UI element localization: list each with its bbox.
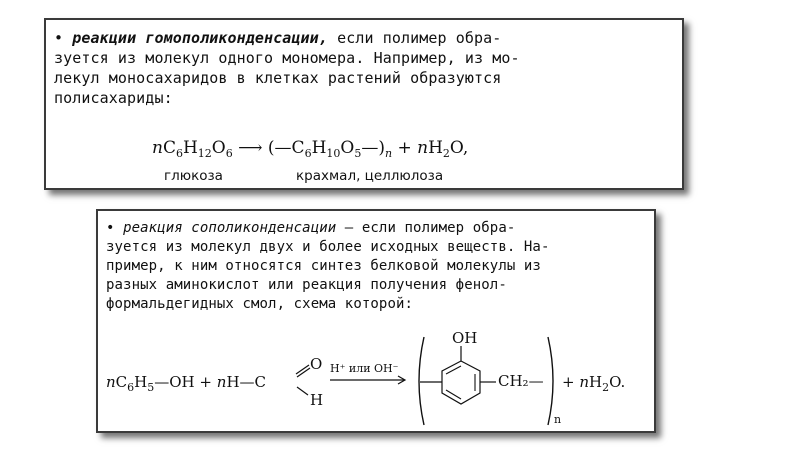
aldehyde-hc: H—C bbox=[226, 373, 267, 391]
sub: 5 bbox=[354, 147, 362, 160]
sub: 5 bbox=[147, 381, 155, 394]
aldehyde-hydrogen: H bbox=[310, 391, 324, 409]
water-product bbox=[562, 373, 626, 394]
sub: 6 bbox=[127, 381, 135, 394]
homopolycondensation-card bbox=[44, 18, 684, 190]
coef-n: n bbox=[216, 373, 227, 391]
water-o: O, bbox=[449, 138, 469, 158]
sub: 6 bbox=[175, 147, 183, 160]
hydroxyl-group: OH bbox=[452, 329, 478, 347]
polymer-structure bbox=[98, 211, 108, 221]
water-o: O. bbox=[609, 373, 626, 391]
reaction-condition: H⁺ или OH⁻ bbox=[330, 362, 399, 375]
reaction-arrow: ⟶ bbox=[238, 138, 263, 158]
sub: 12 bbox=[197, 147, 212, 160]
text-line-1 bbox=[106, 219, 646, 238]
sub: 10 bbox=[326, 147, 341, 160]
text-line-1-rest: — если полимер обра- bbox=[336, 220, 516, 236]
text-line-2: зуется из молекул двух и более исходных веществ. На- bbox=[106, 239, 550, 255]
text-line-4: полисахариды: bbox=[54, 89, 173, 107]
copolycondensation-card bbox=[96, 209, 656, 433]
polymer-close: —) bbox=[361, 138, 385, 158]
glucose-h: H bbox=[182, 138, 198, 158]
water-h: H bbox=[589, 373, 603, 391]
coef-n: n bbox=[417, 138, 429, 158]
phenol-h: H bbox=[134, 373, 148, 391]
plus-sign: + bbox=[397, 138, 412, 158]
term-copolycondensation: реакция сополиконденсации bbox=[123, 220, 337, 236]
degree-n: n bbox=[384, 147, 393, 160]
homopolycondensation-text bbox=[54, 28, 674, 108]
glucose-o: O bbox=[211, 138, 226, 158]
bullet: • bbox=[54, 29, 64, 47]
sub: 2 bbox=[442, 147, 450, 160]
phenol-oh: —OH bbox=[154, 373, 195, 391]
polymer-open: (—C bbox=[267, 138, 305, 158]
text-line-4: разных аминокислот или реакция получения фенол- bbox=[106, 277, 507, 293]
text-line-3: лекул моносахаридов в клетках растений образуются bbox=[54, 69, 502, 87]
caption-starch-cellulose: крахмал, целлюлоза bbox=[296, 168, 444, 184]
aldehyde-oxygen: O bbox=[310, 355, 323, 373]
term-homopolycondensation: реакции гомополиконденсации, bbox=[72, 29, 328, 47]
text-line-1-rest: если полимер обра- bbox=[327, 29, 502, 47]
copolycondensation-text bbox=[106, 219, 646, 314]
caption-glucose: глюкоза bbox=[164, 168, 223, 184]
water-h: H bbox=[428, 138, 443, 158]
coef-n: n bbox=[106, 373, 116, 391]
polymer-h: H bbox=[311, 138, 327, 158]
methylene-group: CH₂— bbox=[498, 372, 544, 390]
sub: 6 bbox=[304, 147, 312, 160]
text-line-3: пример, к ним относятся синтез белковой молекулы из bbox=[106, 258, 541, 274]
coef-n: n bbox=[152, 138, 163, 158]
coef-n: n bbox=[579, 373, 590, 391]
bullet: • bbox=[106, 220, 115, 236]
glucose-c: C bbox=[162, 138, 176, 158]
sub: 6 bbox=[225, 147, 233, 160]
text-line-2: зуется из молекул одного мономера. Например, из мо- bbox=[54, 49, 520, 67]
polymer-o: O bbox=[340, 138, 355, 158]
plus-sign: + bbox=[562, 373, 575, 391]
phenol-formaldehyde-reactants bbox=[106, 373, 267, 394]
sub: 2 bbox=[602, 381, 610, 394]
text-line-1 bbox=[54, 28, 674, 48]
text-line-5: формальдегидных смол, схема которой: bbox=[106, 296, 414, 312]
polymer-degree-n: n bbox=[554, 413, 562, 426]
phenol-c: C bbox=[115, 373, 128, 391]
glucose-polymerization-equation bbox=[152, 138, 468, 158]
plus-sign: + bbox=[199, 373, 212, 391]
